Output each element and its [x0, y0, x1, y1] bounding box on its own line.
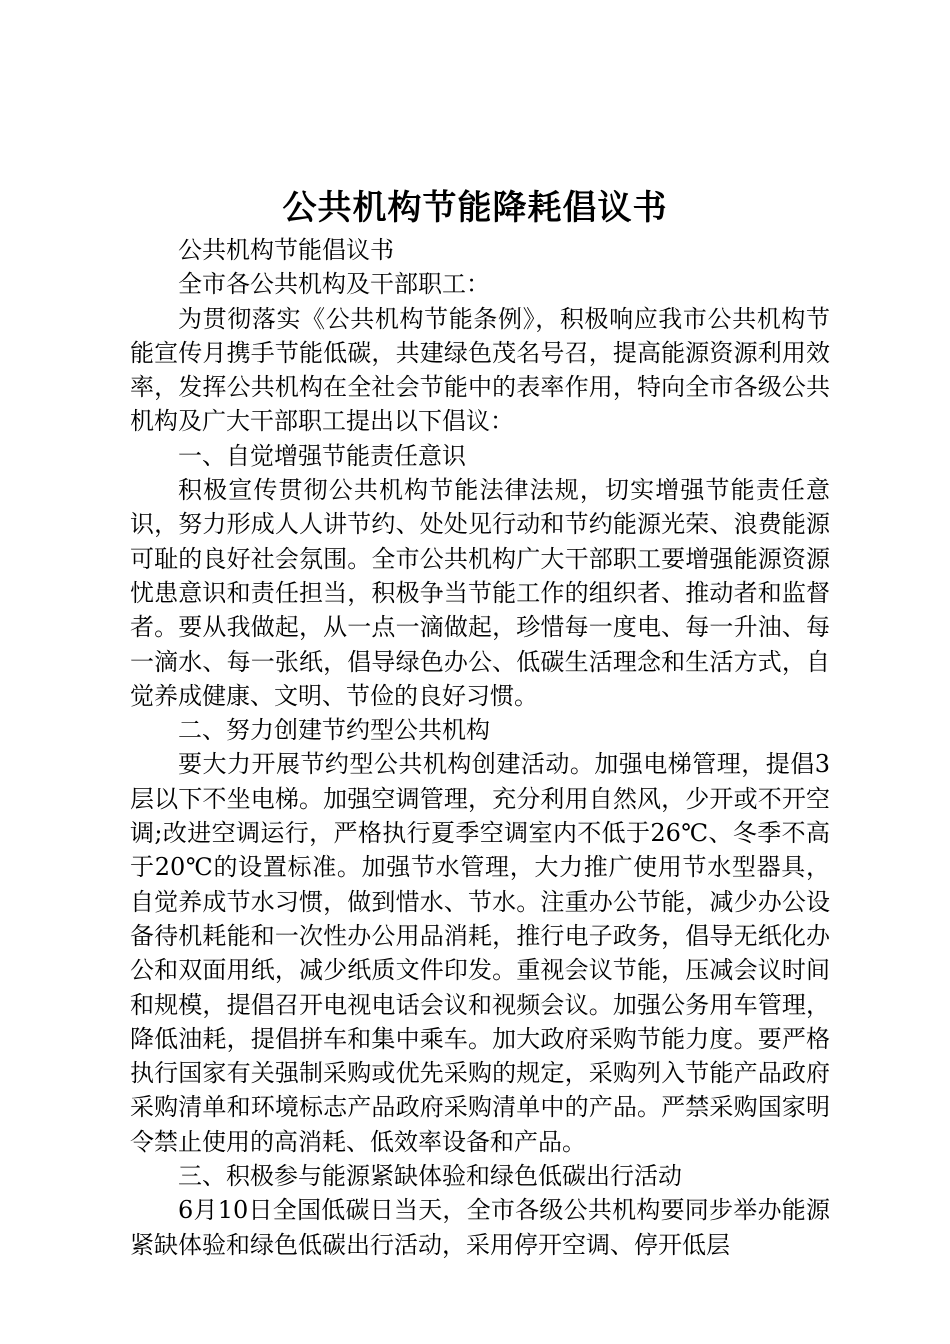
section-heading-1: 一、自觉增强节能责任意识 — [178, 441, 466, 470]
document-body — [130, 233, 830, 1262]
section-heading-2: 二、努力创建节约型公共机构 — [178, 716, 490, 745]
section-heading-3: 三、积极参与能源紧缺体验和绿色低碳出行活动 — [178, 1162, 682, 1191]
paragraph-intro: 为贯彻落实《公共机构节能条例》，积极响应我市公共机构节能宣传月携手节能低碳，共建绿色茂名号召，提高能源资源利用效率，发挥公共机构在全社会节能中的表率作用，特向全市各级公共机构及广大干部职工提出以下倡议： — [130, 304, 830, 436]
document-title: 公共机构节能降耗倡议书 — [282, 188, 668, 228]
paragraph-section-2: 要大力开展节约型公共机构创建活动。加强电梯管理，提倡3层以下不坐电梯。加强空调管理，充分利用自然风，少开或不开空调;改进空调运行，严格执行夏季空调室内不低于26℃、冬季不高于20℃的设置标准。加强节水管理，大力推广使用节水型器具，自觉养成节水习惯，做到惜水、节水。注重办公节能，减少办公设备待机耗能和一次性办公用品消耗，推行电子政务，倡导无纸化办公和双面用纸，减少纸质文件印发。重视会议节能，压减会议时间和规模，提倡召开电视电话会议和视频会议。加强公务用车管理，降低油耗，提倡拼车和集中乘车。加大政府采购节能力度。要严格执行国家有关强制采购或优先采购的规定，采购列入节能产品政府采购清单和环境标志产品政府采购清单中的产品。严禁采购国家明令禁止使用的高消耗、低效率设备和产品。 — [130, 750, 830, 1156]
paragraph-salutation: 全市各公共机构及干部职工： — [178, 270, 490, 299]
paragraph-section-3: 6月10日全国低碳日当天，全市各级公共机构要同步举办能源紧缺体验和绿色低碳出行活动，采用停开空调、停开低层 — [130, 1196, 830, 1259]
paragraph-section-1: 积极宣传贯彻公共机构节能法律法规，切实增强节能责任意识，努力形成人人讲节约、处处见行动和节约能源光荣、浪费能源可耻的良好社会氛围。全市公共机构广大干部职工要增强能源资源忧患意识和责任担当，积极争当节能工作的组织者、推动者和监督者。要从我做起，从一点一滴做起，珍惜每一度电、每一升油、每一滴水、每一张纸，倡导绿色办公、低碳生活理念和生活方式，自觉养成健康、文明、节俭的良好习惯。 — [130, 476, 830, 710]
paragraph-heading: 公共机构节能倡议书 — [178, 236, 394, 264]
